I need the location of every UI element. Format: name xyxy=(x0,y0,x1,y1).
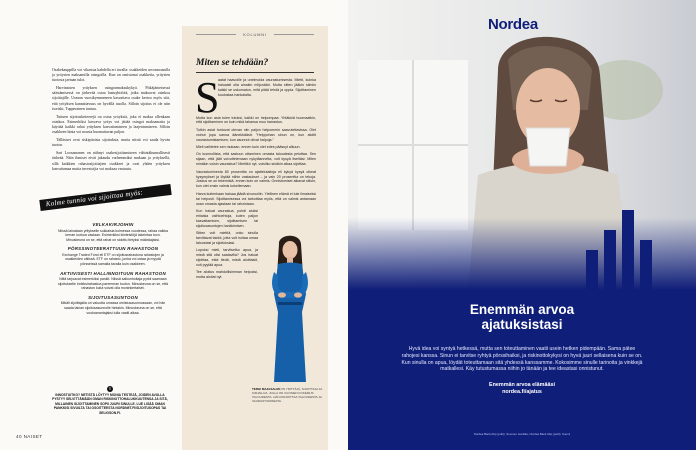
ad-photo-woman-with-cup xyxy=(348,0,696,290)
tip-heading: VELKAKIRJOIHIN xyxy=(92,222,134,227)
tips-banner-title: Kolme tunnia voi sijoittaa myös: xyxy=(45,188,144,209)
tip-heading: AKTIIVISESTI HALLINNOITUUN RAHASTOON xyxy=(60,270,166,276)
column-title: Miten se tehdään? xyxy=(196,58,269,68)
ad-body-text: Hyvä idea voi syntyä hetkessä, mutta sen toteuttaminen vaatii usein hetken pidempään. Sama pätee rahojesi kanssa. Sinun ei tarvitse ryhtyä pörssihaiksi, ja riskinottokykysi on hyvä juuri sellaisena kuin se on. Kun sinulla on apua, löydät toteuttamaan sitä yhdessä kanssamme. Kokosimme sinulle tarinoita ja vinkkejä matkallesi. Käy tutustumassa niihin jo tänään ja tee ideastasi onnistunut. xyxy=(401,346,643,373)
ad-cta-line: Enemmän arvoa elämääsi xyxy=(489,382,555,388)
column-paragraph: Tee aloitus mahdollisimman helpoksi, mutta aloitat nyt. xyxy=(196,270,258,280)
ad-call-to-action xyxy=(348,382,696,396)
article-paragraph: Osakekauppilla voi vikastua kahdella eri tavalla: osakkeiden arvonnousulla ja yritysten maksamilla osingoilla. Kun on omistanut osakkeita, yritysten tuotosta jaetaan tulot. xyxy=(52,68,170,83)
tip-heading: PÖRSSINOTEERATTUUN RAHASTOON xyxy=(67,246,159,252)
column-paragraph: Sitten voit miettiä, onko sinulla tarvittavat taidot, jotta voit hoitaa omaa taloustasi ja sijoituksiasi. xyxy=(196,231,258,245)
column-paragraph: Mieli vaihtelee sen mukaan, ennen kuin olet edes päässyt alkuun. xyxy=(196,145,301,150)
column-paragraph: Lopuksi mieti, tarvitsetko apua, ja mistä sitä olisi saatavilla? Jos haluat sijoittaa, etkä tiedä, mistä aloittaisit, voit pyytää apua. xyxy=(196,248,258,268)
article-paragraph: Tälläsiset ovat riskipitoisia sijoituksia, mutta niistä voi saada hyvän tuoton. xyxy=(52,138,170,148)
disclaimer-box xyxy=(52,386,168,415)
column-paragraph: Kun haluat vaurastua, pohdi aluksi erilaisia vaihtoehtoja, kuten paljon kasvattamisen, sijoittamisen tai sijoitusasuntojen hankkimisen. xyxy=(196,209,258,228)
column-label: KOLUMNI xyxy=(243,32,267,37)
article-column-a xyxy=(52,68,170,175)
tips-banner xyxy=(39,184,171,211)
tip-body: Mikäli sijoittajalla on valuutta omassa omistusasunnossaan, voi hän saada lainan sijoitusasunnolle hintakin. Minuskeuna on se, että vuokranantajaksi tulla vaatii aikaa. xyxy=(60,301,166,315)
nordea-logo: Nordea xyxy=(488,16,538,33)
advertisement-page xyxy=(348,0,696,450)
caption-name: TERHI MAJASALMI xyxy=(252,387,280,391)
tip-body: Niitä tarjoavat esimerkiksi pankit. Niissä salkunhoitaja pyrkii saamaan sijoitukselle indeksirahastoa paremman tuoton. Minuskeuna on se, että rahaston kulut voivat olla moninkertaiset. xyxy=(58,277,168,291)
column-paragraph: Tutkin asiat tuntuvat olevan niin paljon helpommin saavutettavissa. Olet voinut jopa sanoa äänekkäästi: "Helppohan sinun on, kun aloitit vaurastumistamisen, kun asunnot olivat halpoja." xyxy=(196,127,316,142)
caption-text: ON YRITTÄJÄ, SIJOITTAJA JA KIRJAILIJA, JOLLA ON VUOSIEN KOKEMUS TALOUDESTA. HÄN KIRJOITTAA TALOUDESTA JA VAURASTUMISESTA. xyxy=(252,387,323,403)
page-folio: 40 NAISET xyxy=(16,434,43,439)
photo-caption xyxy=(252,388,328,404)
column-paragraph: Harva kuitenkaan haluaa jäädä sivurooliin. Ylellinen elämä ei tule ilmaiseksi tai helposti. Sijoittamisessa voi tarkoittaa myös, että on valmis antamaan osan omasta ajastaan tai rahoistaan. xyxy=(196,191,316,206)
article-paragraph: Harvinaisen yrityksen osingonmaksukykyä. Pitkäjänteisessä säästämisessä on järkevää ostaa laatuyhtiöitä, jotka maksavat osinkoa sijoittajille. Useaan vuosikymmeneen kasvattava osake kertoo myös sitä, että yrityksen kannattavuus on hyvällä tasolla. Silloin sijoitus ei ole niin isoriski, Tupperainen tuntuu. xyxy=(52,86,170,111)
tip-body: Niissä lainataan yritykselle sukkaisia kolmessa vuodessa, rahaa vaikka kerran korkoa vastaan. Esimerkiksi kiinteistöjä lakeintaa toon. Minuskeuna on se, että rahat on sidottu tietyksi määräajaksi. xyxy=(58,228,168,242)
column-paragraph: Vaurastuminesta 80 prosenttia on ajattelutaitoja eli kykyä kysyä oikeat kysymykset ja löytää niihin vastaukset – ja vain 20 prosenttia on tekoja. Joskus se on tekemistä, ennen kuin on valmis. Onnistumiset alkavat silloin, kun olet ensin valmis kokeilemaan. xyxy=(196,169,316,189)
ad-cta-url[interactable]: nordea.fi/ajatus xyxy=(502,389,542,396)
column-paragraph: aatat haavoille ja unelmoida vaurastumisesta. Mietit, kuinka haluaisit olla ainakin miljonääri. Mutta sitten jääkin silmiin kaikki se uskomaton, mitä pitää tehdä ja oppia. Sijoittaminen kuulostaa hankalalta. xyxy=(218,78,316,97)
ad-headline-line: Enemmän arvoa xyxy=(469,302,575,317)
tip-body: Exchange Traded Fund eli ETF on sijoitusrahastona rahastojen ja osakkeiden välissä. ETF on rahasto, jonka voi ostaa ja myydä pörsseissä samalla tavalla kuin osakkeen. xyxy=(62,252,164,266)
tips-list xyxy=(58,222,168,319)
ad-headline xyxy=(348,302,696,332)
drop-cap: S xyxy=(195,73,220,122)
ad-legal-text: Nordea Bank Abp (publ), Suomen sivuliike, Nordea Bank Abp (publ), Suomi xyxy=(473,432,571,436)
exclamation-icon: ! xyxy=(107,386,113,392)
divider xyxy=(274,34,314,35)
column-paragraph: Mutta kun asia tulee tutuksi, kaikki on helpompaa. Yhtäkkiä huomaatkin, että sijoittaminen on kuin mikä tahansa muu harrastus. xyxy=(196,115,316,125)
tip-heading: SIJOITUSASUNTOON xyxy=(88,294,138,300)
column-paragraph: On luonnollista, että sastuun ottaminen omasta taloudesta pelottaa. Sen sijaan, että jäät voivottelemaan nykytilannetta, voit kysyä itseltäsi: Miten minäkin voisin vaurastua? Mietitkö nyt, voisitko sinäkin alkaa sijoittaa. xyxy=(196,152,316,167)
article-paragraph: Sari Loosamanen on nähnyt osakesijoittamiseen vähintäkunnallisesti tärkeää. Näin ihmiset eivät jakaudu varhemmiksi mukaan ja yrityksellä, sillä kaikkien rahastosijoittajien osakkeet ja ovat yhden yrityksen kasvattamaa mutta investoijia voi maksaa vastuuta. xyxy=(52,151,170,171)
ad-headline-line: ajatuksistasi xyxy=(481,317,563,332)
disclaimer-text: INNOSTUITKO? NETISTÄ LÖYTYY MONIA TESTEJÄ, JOIDEN AVULLA PYSTYY SELVITTÄMÄÄN OMAN RISKINOTTOHALUKKUUTENSA JA SITÄ, MILLAINEN SIJOITTAMINEN SOPII JUURI SINULLE. LUE LISÄÄ OMAN PANKKISI SIVUILTA TAI OSOITTEESTA NORDNET.FI/SIJOITUSOPAS TAI SELIGSON.FI. xyxy=(52,393,168,415)
article-paragraph: Tuttuen sijoituskriteerejä on ostaa yrityksiä, joka ei maksa ollenkaan osinkoa. Esimerkiksi kasvava yritys voi jättää osingot maksamatta ja käyttää kaikki rahat yrityksen kasvattamiseen ja laajentamiseen. Silloin osakkeen hinta voi nousta huomattavan paljon. xyxy=(52,114,170,135)
